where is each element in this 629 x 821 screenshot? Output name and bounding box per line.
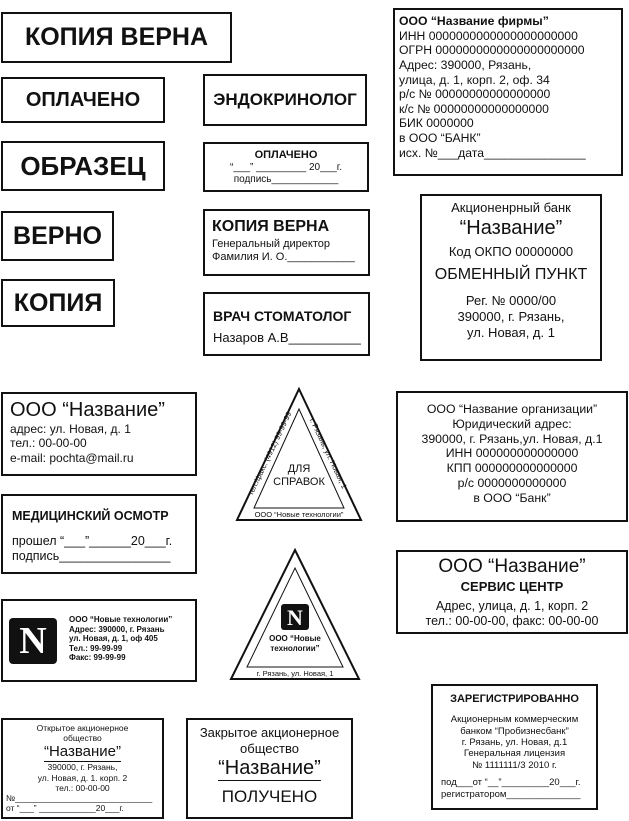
requisite-line: в ООО “БАНК” xyxy=(399,131,481,146)
stamp-dentist xyxy=(203,292,370,356)
doctor-name-line: Назаров А.В__________ xyxy=(213,329,361,345)
stamp-kopiya xyxy=(1,279,115,327)
stamp-title: ВРАЧ СТОМАТОЛОГ xyxy=(213,308,352,324)
n-logo-letter: N xyxy=(287,605,303,630)
triangle-left-text: тел./факс: (4912) 99-99-99 xyxy=(246,410,294,497)
company-name: “Название” xyxy=(43,743,122,761)
tel-line: тел.: 00-00-00 xyxy=(10,436,87,451)
exchange-title: ОБМЕННЫЙ ПУНКТ xyxy=(434,266,588,284)
address-line: 390000, г. Рязань, xyxy=(47,762,118,773)
license-line: № 1111111/3 2010 г. xyxy=(472,759,557,771)
license-line: Акционерным коммерческим xyxy=(450,714,579,726)
okpo-code: Код ОКПО 00000000 xyxy=(448,243,574,259)
requisite-line: р/с № 00000000000000000 xyxy=(399,87,551,102)
company-line: ООО “Новые технологии” xyxy=(69,615,173,624)
company-line: ул. Новая, д. 1, оф 405 xyxy=(69,634,158,644)
triangle-right-text: г. Рязань, ул. Новая, 1 xyxy=(307,416,349,491)
stamp-text: КОПИЯ xyxy=(13,288,103,317)
firm-name: ООО “Название фирмы” xyxy=(399,14,549,28)
stamp-text: КОПИЯ ВЕРНА xyxy=(24,23,209,51)
requisite-line: р/с 0000000000000 xyxy=(457,475,567,490)
stamp-text: ЭНДОКРИНОЛОГ xyxy=(213,90,357,109)
stamp-kopiya-verna-director xyxy=(203,209,370,276)
requisite-line: ОГРН 0000000000000000000000 xyxy=(399,43,585,58)
requisite-line: Юридический адрес: xyxy=(452,416,572,431)
stamp-triangle-help xyxy=(234,387,364,523)
license-line: Генеральная лицензия xyxy=(463,748,566,760)
address-line: 390000, г. Рязань, xyxy=(457,308,565,324)
stamp-text: ОБРАЗЕЦ xyxy=(20,150,146,181)
registrar-line: регистратором______________ xyxy=(441,788,581,800)
stamp-text: ВЕРНО xyxy=(13,221,102,250)
company-line: Факс: 99-99-99 xyxy=(69,653,126,663)
address-line: адрес: ул. Новая, д. 1 xyxy=(10,422,131,436)
date-line: от “___” ____________20___г. xyxy=(6,803,124,814)
company-name: ООО “Название” xyxy=(10,399,165,421)
triangle-center-text: СПРАВОК xyxy=(273,476,325,488)
address-line: ул. Новая, д. 1 xyxy=(467,324,555,340)
org-type: Закрытое акционерное xyxy=(199,725,340,740)
stamp-contact xyxy=(1,392,197,476)
sign-line: подпись________________ xyxy=(12,549,171,563)
date-line: “___” _________ 20___г. xyxy=(230,162,342,174)
stamp-title: ОПЛАЧЕНО xyxy=(254,149,318,161)
stamp-closed-jsc xyxy=(186,718,353,819)
company-name: “Название” xyxy=(218,757,321,780)
requisite-line: ИНН 0000000000000000000000 xyxy=(399,28,578,43)
n-logo-icon: N xyxy=(9,618,57,664)
tel-line: тел.: 00-00-00 xyxy=(55,782,110,793)
org-type: общество xyxy=(240,740,299,756)
stamp-registered xyxy=(431,684,598,810)
stamp-service-center xyxy=(396,550,628,634)
requisite-line: ООО “Название организации” xyxy=(426,402,598,416)
requisite-line: ИНН 000000000000000 xyxy=(445,446,579,461)
address-line: ул. Новая, д. 1. корп. 2 xyxy=(37,772,128,783)
stamp-new-tech xyxy=(1,599,197,682)
reg-number: Рег. № 0000/00 xyxy=(465,293,557,309)
requisite-line: улица, д. 1, корп. 2, оф. 34 xyxy=(399,72,550,87)
director-line: Генеральный директор xyxy=(212,238,330,251)
org-type: Открытое акционерное xyxy=(36,723,129,733)
stamp-title: ЗАРЕГИСТРИРОВАННО xyxy=(450,693,579,705)
stamp-medical-exam xyxy=(1,494,197,574)
stamp-firm-requisites xyxy=(393,8,623,176)
stamp-text: ОПЛАЧЕНО xyxy=(25,88,141,111)
org-type: общество xyxy=(63,733,102,744)
stamp-obrazets xyxy=(1,141,165,191)
stamp-org-requisites xyxy=(396,391,628,522)
stamp-open-jsc xyxy=(1,718,164,819)
tel-line: тел.: 00-00-00, факс: 00-00-00 xyxy=(425,614,599,629)
company-line: ООО “Новые xyxy=(269,634,321,643)
stamp-title: КОПИЯ ВЕРНА xyxy=(212,218,330,235)
triangle-bottom-text: ООО “Новые технологии” xyxy=(254,510,344,519)
requisite-line: в ООО “Банк” xyxy=(473,490,551,505)
requisite-line: к/с № 00000000000000000 xyxy=(399,101,549,116)
company-line: Тел.: 99-99-99 xyxy=(69,643,123,653)
company-line: технологии” xyxy=(270,644,320,653)
requisite-line: Адрес: 390000, Рязань, xyxy=(399,57,532,72)
requisite-line: БИК 0000000 xyxy=(399,116,474,131)
triangle-center-text: ДЛЯ xyxy=(287,463,311,475)
stamp-bank-exchange xyxy=(420,194,602,361)
name-line: Фамилия И. О.___________ xyxy=(212,251,355,264)
requisite-line: КПП 000000000000000 xyxy=(446,461,578,475)
number-line: №_____________________________ xyxy=(6,792,153,803)
stamp-triangle-new-tech xyxy=(228,548,362,682)
sign-line: подпись____________ xyxy=(233,174,339,186)
stamp-title: МЕДИЦИНСКИЙ ОСМОТР xyxy=(12,509,169,523)
stamp-verno xyxy=(1,211,114,261)
email-line: e-mail: pochta@mail.ru xyxy=(10,450,134,465)
triangle-bottom-text: г. Рязань, ул. Новая, 1 xyxy=(256,669,334,678)
date-line: прошел “___”______20___г. xyxy=(12,534,173,548)
license-line: г. Рязань, ул. Новая, д.1 xyxy=(461,736,568,748)
stamp-oplacheno-dated xyxy=(203,142,369,192)
stamp-oplacheno xyxy=(1,77,165,123)
requisite-line: 390000, г. Рязань,ул. Новая, д.1 xyxy=(421,431,603,446)
date-line: под___от “__”_________20___г. xyxy=(441,777,581,789)
company-name: ООО “Название” xyxy=(438,556,586,577)
company-line: Адрес: 390000, г. Рязань xyxy=(69,624,165,634)
license-line: банком “Пробизнесбанк” xyxy=(460,725,569,737)
address-line: Адрес, улица, д. 1, корп. 2 xyxy=(435,599,589,614)
bank-type: Акционенрный банк xyxy=(451,200,571,215)
stamp-kopiya-verna xyxy=(1,12,232,63)
bank-name: “Название” xyxy=(459,216,563,239)
stamp-endokrinolog xyxy=(203,74,367,126)
requisite-line: исх. №___дата_______________ xyxy=(399,145,586,160)
service-title: СЕРВИС ЦЕНТР xyxy=(460,578,564,594)
received-text: ПОЛУЧЕНО xyxy=(221,787,318,807)
